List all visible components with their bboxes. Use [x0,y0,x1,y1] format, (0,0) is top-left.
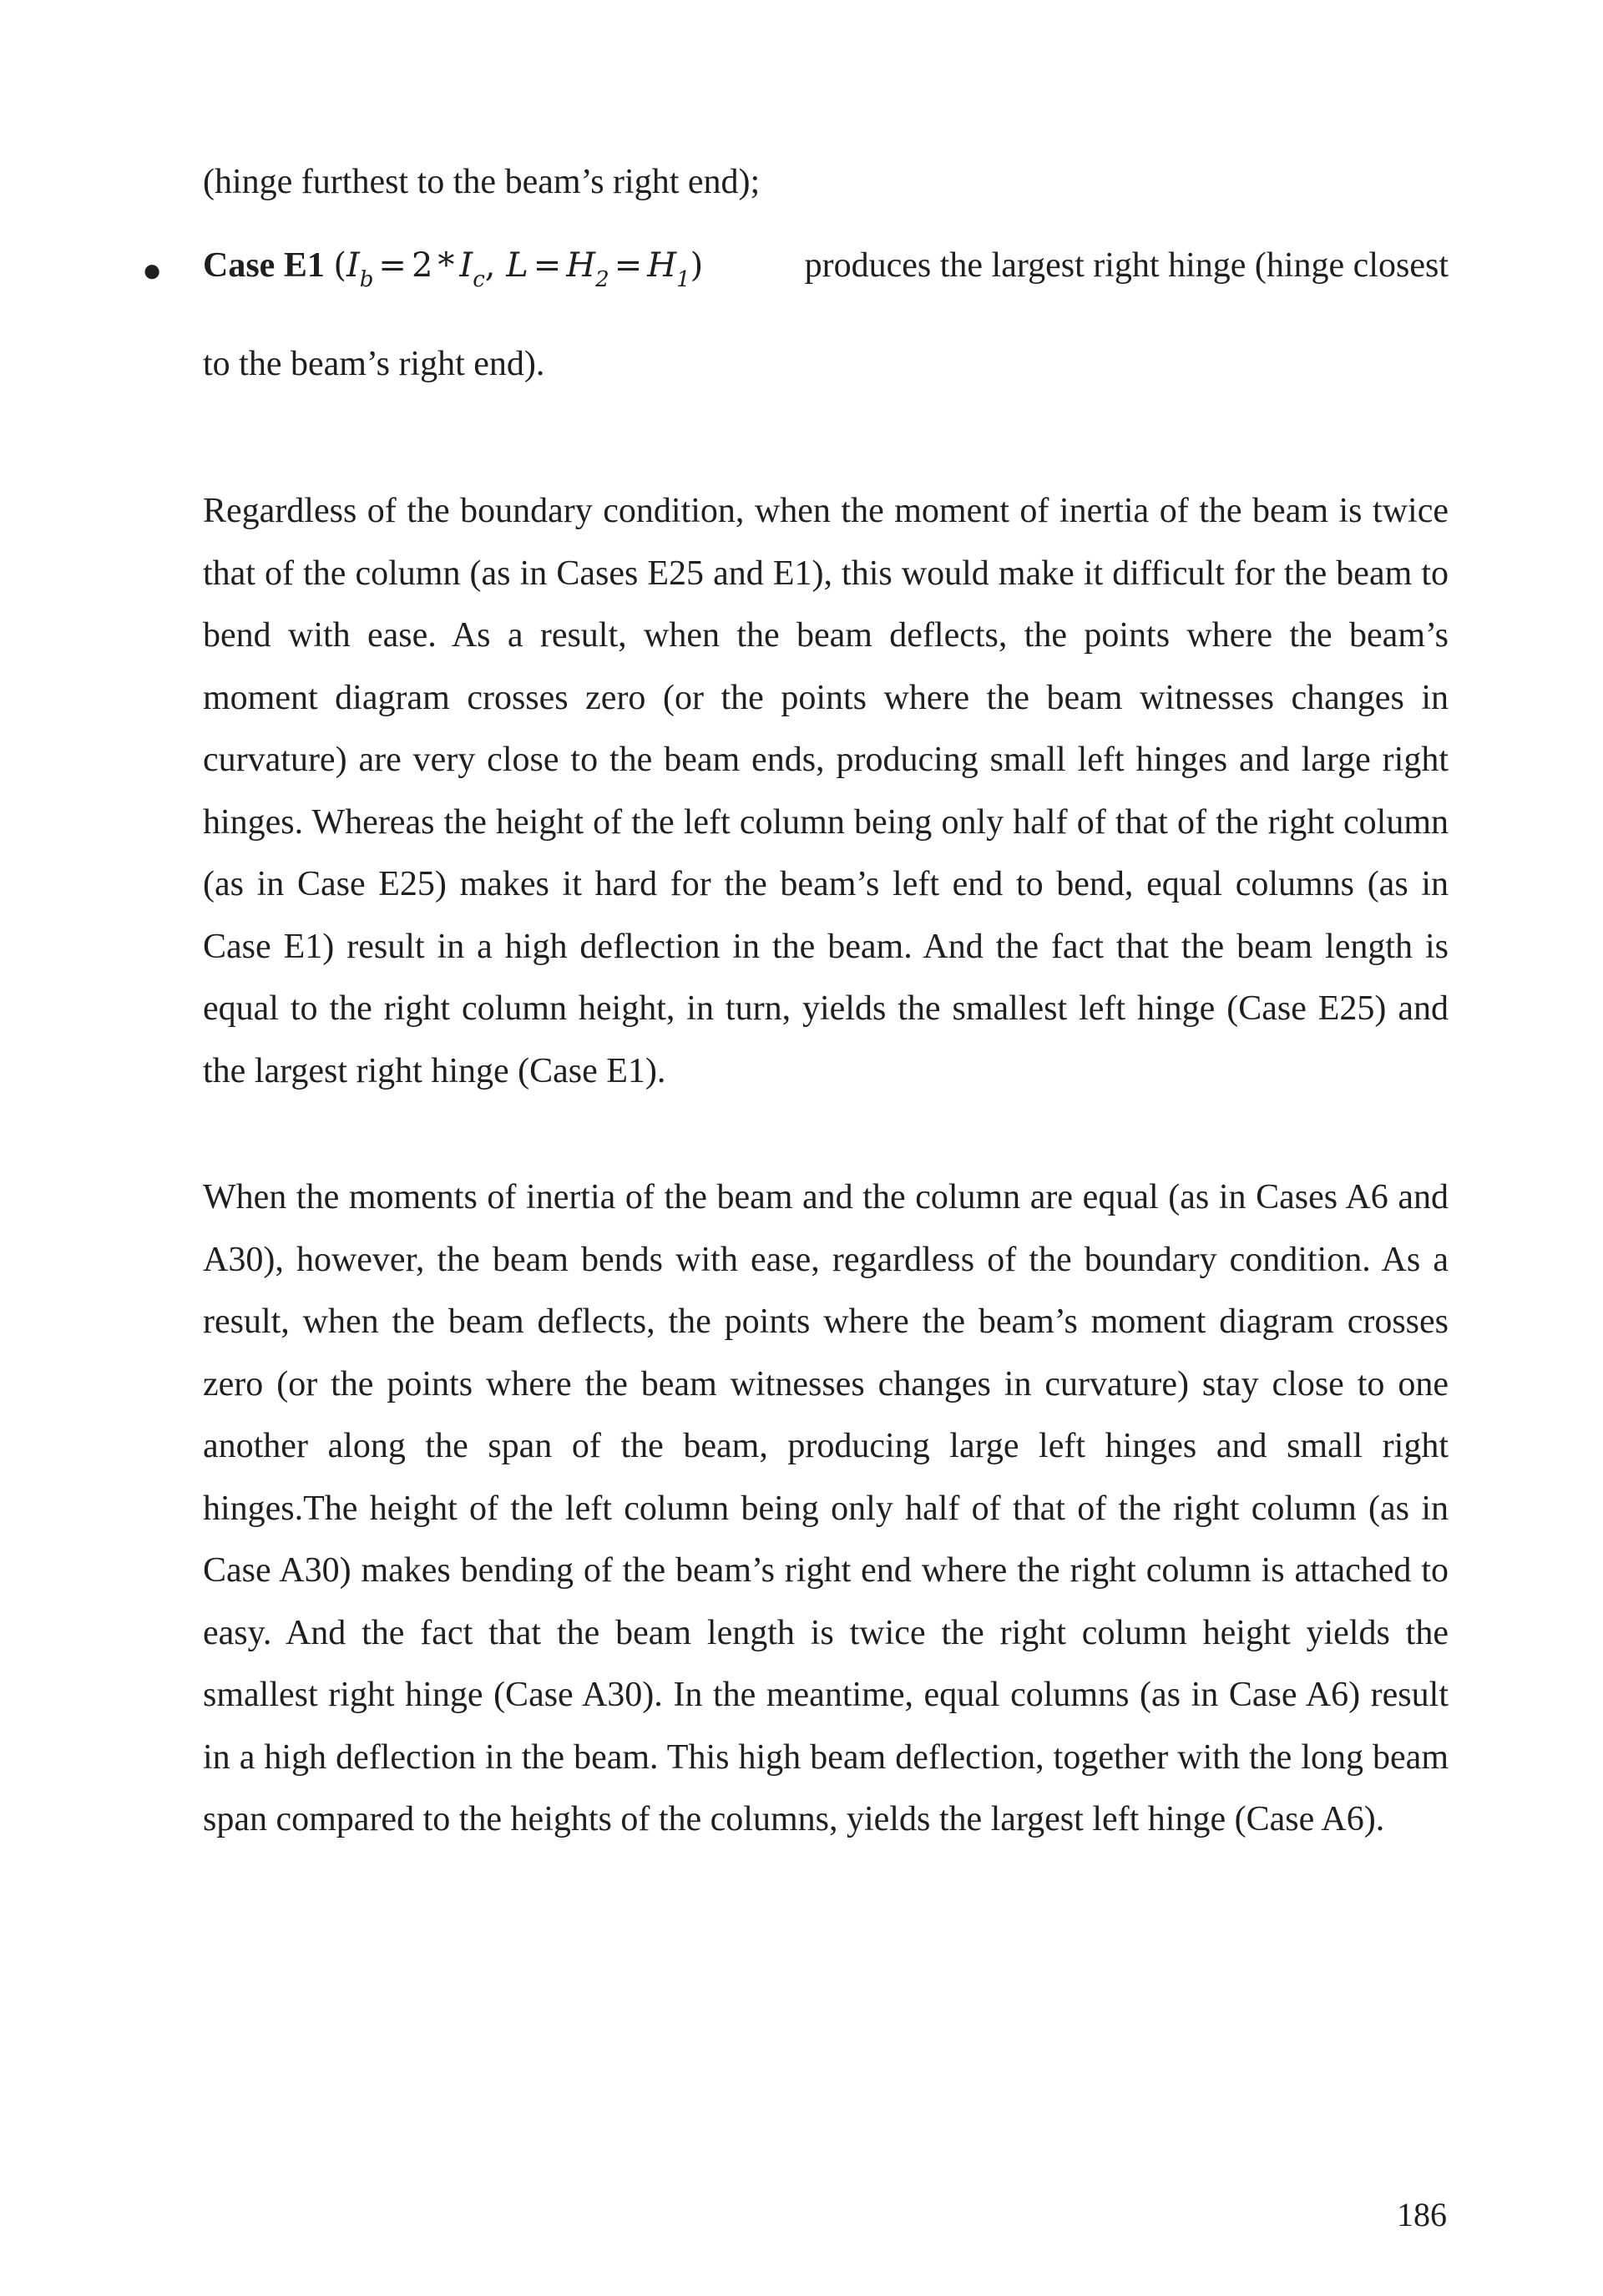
paragraph-1: Regardless of the boundary condition, when the moment of inertia of the beam is twice that of the column (as in Cases E25 and E1), this would make it difficult for the beam to bend with ease. As a result, when the beam deflects, the points where the beam’s moment diagram crosses zero (or the points where the beam witnesses changes in curvature) are very close to the beam ends, producing small left hinges and large right hinges. Whereas the height of the left column being only half of that of the right column (as in Case E25) makes it hard for the beam’s left end to bend, equal columns (as in Case E1) result in a high deflection in the beam. And the fact that the beam length is equal to the right column height, in turn, yields the smallest left hinge (Case E25) and the largest right hinge (Case E1). [203,492,1449,1090]
bullet-item-case-e1 [203,240,1449,389]
formula-H2: H [566,246,596,285]
bullet-text-after-formula: produces the largest right hinge (hinge closest [804,246,1449,285]
case-formula [333,246,704,292]
formula-times: * [437,246,455,285]
bullet-line-1 [203,240,1449,291]
formula-H1: H [647,246,677,285]
carry-over-line: (hinge furthest to the beam’s right end); [203,163,761,201]
formula-open-paren: ( [333,246,346,285]
formula-eq-2: = [533,246,562,285]
formula-eq-3: = [614,246,643,285]
case-label-group [203,240,703,291]
formula-comma: , [484,246,496,285]
formula-Ib: I [346,246,360,285]
formula-L: L [506,246,528,285]
formula-close-paren: ) [690,246,704,285]
formula-H2-sub: 2 [595,267,609,292]
bullet-dot: ● [142,251,163,289]
bullet-line-2: to the beam’s right end). [203,345,545,383]
formula-Ic-sub: c [473,267,485,292]
formula-H1-sub: 1 [676,267,690,292]
formula-Ib-sub: b [359,267,374,292]
formula-Ic: I [459,246,473,285]
formula-eq-1: = [378,246,407,285]
page-number: 186 [1397,2196,1447,2233]
paragraph-2: When the moments of inertia of the beam and the column are equal (as in Cases A6 and A30), however, the beam bends with ease, regardless of the boundary condition. As a result, when the beam deflects, the points where the beam’s moment diagram crosses zero (or the points where the beam witnesses changes in curvature) stay close to one another along the span of the beam, producing large left hinges and small right hinges.The height of the left column being only half of that of the right column (as in Case A30) makes bending of the beam’s right end where the right column is attached to easy. And the fact that the beam length is twice the right column height yields the smallest right hinge (Case A30). In the meantime, equal columns (as in Case A6) result in a high deflection in the beam. This high beam deflection, together with the long beam span compared to the heights of the columns, yields the largest left hinge (Case A6). [203,1178,1449,1838]
formula-two: 2 [411,246,433,285]
case-label: Case E1 [203,246,325,285]
